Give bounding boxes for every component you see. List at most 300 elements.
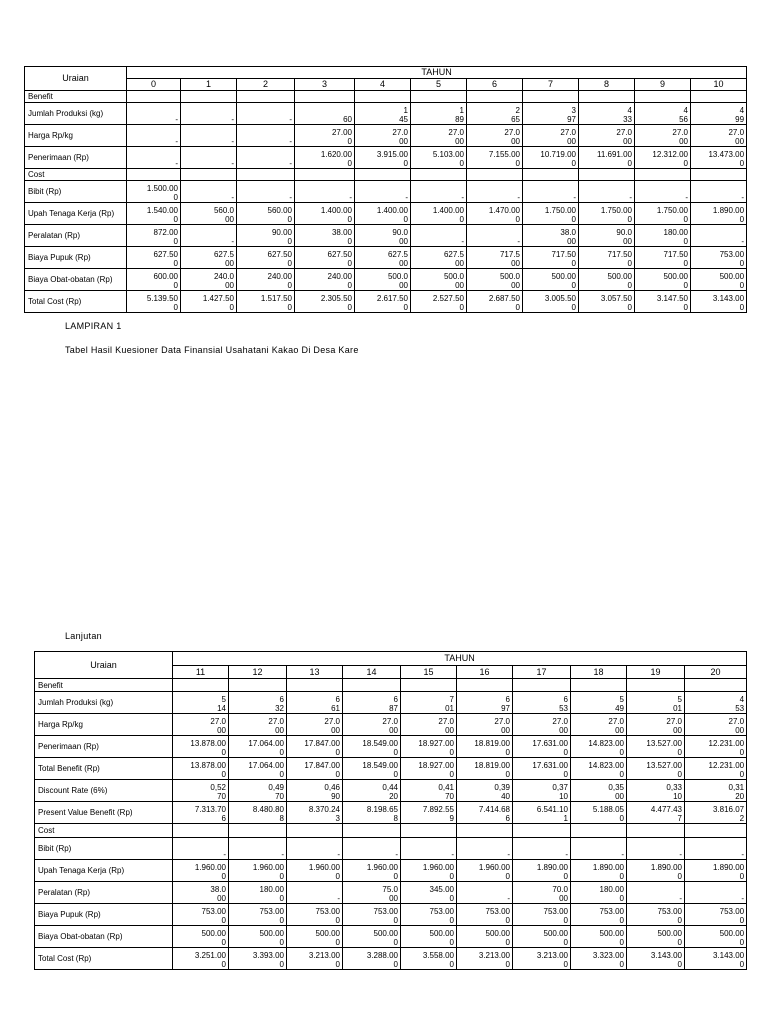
table-row	[35, 802, 747, 824]
table-cell: 27.0 00	[401, 714, 457, 736]
table-cell: 1.890.00 0	[627, 860, 685, 882]
table-cell: 753.00 0	[685, 904, 747, 926]
table-cell: 6 32	[229, 692, 287, 714]
row-label: Harga Rp/kg	[35, 714, 173, 736]
table-cell: 27.0 00	[685, 714, 747, 736]
table-cell: 12.231.00 0	[685, 758, 747, 780]
row-label: Penerimaan (Rp)	[25, 147, 127, 169]
cost-section-label: Cost	[35, 824, 173, 838]
table-cell: 500.00 0	[685, 926, 747, 948]
table-cell: -	[513, 838, 571, 860]
year-header: 11	[173, 666, 229, 679]
table-cell: 627.50 0	[237, 247, 295, 269]
table-cell: 1.750.00 0	[579, 203, 635, 225]
table-cell: 27.0 00	[173, 714, 229, 736]
table-cell: 240.00 0	[237, 269, 295, 291]
tahun-header: TAHUN	[127, 67, 747, 79]
table-cell: 90.00 0	[237, 225, 295, 247]
table-cell: 1.960.00 0	[287, 860, 343, 882]
table-cell: 717.50 0	[523, 247, 579, 269]
table-cell: 12.312.00 0	[635, 147, 691, 169]
table-cell: 13.878.00 0	[173, 736, 229, 758]
table-cell: 717.5 00	[467, 247, 523, 269]
table-cell: 500.00 0	[635, 269, 691, 291]
row-label: Harga Rp/kg	[25, 125, 127, 147]
table-cell: 500.00 0	[627, 926, 685, 948]
table-cell: 1.400.00 0	[295, 203, 355, 225]
table-cell: 753.00 0	[571, 904, 627, 926]
table-row	[35, 780, 747, 802]
table-cell: 7.414.68 6	[457, 802, 513, 824]
table-cell: 240.0 00	[181, 269, 237, 291]
table-cell: 60	[295, 103, 355, 125]
benefit-section-row	[35, 679, 747, 692]
table-cell: 6.541.10 1	[513, 802, 571, 824]
table-cell: -	[457, 882, 513, 904]
table-cell: 753.00 0	[229, 904, 287, 926]
row-label: Present Value Benefit (Rp)	[35, 802, 173, 824]
table-cell: -	[181, 147, 237, 169]
table-cell: 3.005.50 0	[523, 291, 579, 313]
year-header: 10	[691, 79, 747, 91]
table-cell: 3.816.07 2	[685, 802, 747, 824]
table-cell: 1 89	[411, 103, 467, 125]
row-label: Bibit (Rp)	[25, 181, 127, 203]
table-cell: 500.00 0	[457, 926, 513, 948]
table-cell: 0,37 10	[513, 780, 571, 802]
year-header: 13	[287, 666, 343, 679]
table-cell: 17.631.00 0	[513, 736, 571, 758]
table-cell: 0,31 20	[685, 780, 747, 802]
table-cell: 7.155.00 0	[467, 147, 523, 169]
table-cell: 18.819.00 0	[457, 736, 513, 758]
table-cell: 27.0 00	[627, 714, 685, 736]
row-label: Peralatan (Rp)	[35, 882, 173, 904]
table-cell: 0,39 40	[457, 780, 513, 802]
table-cell: 27.0 00	[355, 125, 411, 147]
table-cell: 500.00 0	[229, 926, 287, 948]
financial-table-years-11-20	[34, 651, 747, 970]
table-row	[35, 904, 747, 926]
table-cell: 1.750.00 0	[635, 203, 691, 225]
table-cell: 14.823.00 0	[571, 736, 627, 758]
table-cell: 627.50 0	[127, 247, 181, 269]
financial-table-years-0-10	[24, 66, 747, 313]
table-cell: 17.847.00 0	[287, 758, 343, 780]
benefit-section-row	[25, 91, 747, 103]
table-cell: 3.143.00 0	[691, 291, 747, 313]
year-header: 1	[181, 79, 237, 91]
table-cell: 3.558.00 0	[401, 948, 457, 970]
table-cell: 5 49	[571, 692, 627, 714]
table-cell: 4 33	[579, 103, 635, 125]
year-header: 12	[229, 666, 287, 679]
table-cell: 12.231.00 0	[685, 736, 747, 758]
table-cell: 17.631.00 0	[513, 758, 571, 780]
lanjutan-label: Lanjutan	[65, 631, 102, 641]
table-cell: 4 99	[691, 103, 747, 125]
table-cell: 1 45	[355, 103, 411, 125]
cost-section-label: Cost	[25, 169, 127, 181]
table-cell: 240.00 0	[295, 269, 355, 291]
table-cell: 180.00 0	[635, 225, 691, 247]
table-cell: 70.0 00	[513, 882, 571, 904]
table-cell: 27.0 00	[579, 125, 635, 147]
table-cell: 1.517.50 0	[237, 291, 295, 313]
table-cell: 1.427.50 0	[181, 291, 237, 313]
table-row	[35, 714, 747, 736]
table-cell: 753.00 0	[627, 904, 685, 926]
table-cell: 3 97	[523, 103, 579, 125]
table-cell: -	[627, 882, 685, 904]
table-cell: 38.0 00	[173, 882, 229, 904]
table-caption: Tabel Hasil Kuesioner Data Finansial Usahatani Kakao Di Desa Kare	[65, 345, 359, 355]
table-cell: 2 65	[467, 103, 523, 125]
table-row	[35, 736, 747, 758]
table-cell: 13.527.00 0	[627, 736, 685, 758]
year-header: 5	[411, 79, 467, 91]
table-cell: 3.057.50 0	[579, 291, 635, 313]
year-header: 14	[343, 666, 401, 679]
table-cell: 180.00 0	[571, 882, 627, 904]
table-cell: 345.00 0	[401, 882, 457, 904]
table-cell: 5.139.50 0	[127, 291, 181, 313]
table-cell: 3.213.00 0	[457, 948, 513, 970]
table-cell: 18.549.00 0	[343, 758, 401, 780]
table-cell: 500.00 0	[401, 926, 457, 948]
table-cell: -	[127, 103, 181, 125]
table2-body	[35, 652, 747, 970]
table-cell: -	[181, 103, 237, 125]
table-cell: 6 53	[513, 692, 571, 714]
table-cell: 2.527.50 0	[411, 291, 467, 313]
row-label: Total Cost (Rp)	[35, 948, 173, 970]
table-cell: 0,44 20	[343, 780, 401, 802]
row-label: Penerimaan (Rp)	[35, 736, 173, 758]
table-cell: 627.5 00	[355, 247, 411, 269]
total-row	[25, 291, 747, 313]
table-cell: 27.0 00	[523, 125, 579, 147]
table-cell: 3.323.00 0	[571, 948, 627, 970]
table-cell: 1.540.00 0	[127, 203, 181, 225]
table-cell: 627.5 00	[181, 247, 237, 269]
table-cell: 500.00 0	[571, 926, 627, 948]
table-cell: -	[237, 147, 295, 169]
uraian-header: Uraian	[35, 652, 173, 679]
table-cell: 6 61	[287, 692, 343, 714]
table-cell: 5.188.05 0	[571, 802, 627, 824]
table-cell: 627.5 00	[411, 247, 467, 269]
table-cell: -	[411, 225, 467, 247]
table-cell: 27.00 0	[295, 125, 355, 147]
table-cell: 2.687.50 0	[467, 291, 523, 313]
table-cell: 500.00 0	[173, 926, 229, 948]
table-row	[25, 103, 747, 125]
tahun-header: TAHUN	[173, 652, 747, 666]
table-cell: 1.890.00 0	[571, 860, 627, 882]
lampiran-label: LAMPIRAN 1	[65, 321, 122, 331]
table-cell: 13.878.00 0	[173, 758, 229, 780]
table-row	[25, 181, 747, 203]
table-row	[35, 860, 747, 882]
year-header: 0	[127, 79, 181, 91]
table-cell: 1.960.00 0	[229, 860, 287, 882]
table-cell: 0,52 70	[173, 780, 229, 802]
table-cell: 8.198.65 8	[343, 802, 401, 824]
table-cell: 753.00 0	[457, 904, 513, 926]
table-cell: -	[401, 838, 457, 860]
table-cell: 5 14	[173, 692, 229, 714]
table-cell: 18.549.00 0	[343, 736, 401, 758]
table-cell: 1.890.00 0	[691, 203, 747, 225]
row-label: Total Benefit (Rp)	[35, 758, 173, 780]
table-cell: 0,49 70	[229, 780, 287, 802]
year-header: 20	[685, 666, 747, 679]
table-cell: 753.00 0	[287, 904, 343, 926]
table-cell: 3.147.50 0	[635, 291, 691, 313]
table-cell: 500.0 00	[467, 269, 523, 291]
table-cell: 27.0 00	[343, 714, 401, 736]
table-cell: 1.960.00 0	[173, 860, 229, 882]
table-cell: 500.00 0	[513, 926, 571, 948]
table-cell: 38.0 00	[523, 225, 579, 247]
table-row	[35, 838, 747, 860]
table-cell: -	[627, 838, 685, 860]
table-cell: 38.00 0	[295, 225, 355, 247]
table-cell: 0,33 10	[627, 780, 685, 802]
table-cell: -	[229, 838, 287, 860]
table-cell: 753.00 0	[401, 904, 457, 926]
table-cell: -	[685, 882, 747, 904]
table-row	[25, 125, 747, 147]
row-label: Total Cost (Rp)	[25, 291, 127, 313]
year-header: 18	[571, 666, 627, 679]
table-cell: 13.473.00 0	[691, 147, 747, 169]
table-row	[25, 225, 747, 247]
year-header: 16	[457, 666, 513, 679]
table-cell: 27.0 00	[287, 714, 343, 736]
header-row	[25, 67, 747, 79]
table-cell: 500.00 0	[523, 269, 579, 291]
uraian-header: Uraian	[25, 67, 127, 91]
table-cell: 0,46 90	[287, 780, 343, 802]
table-cell: 27.0 00	[457, 714, 513, 736]
table-cell: -	[173, 838, 229, 860]
table-cell: 18.927.00 0	[401, 736, 457, 758]
table-cell: 5.103.00 0	[411, 147, 467, 169]
table-row	[35, 882, 747, 904]
table-cell: 3.288.00 0	[343, 948, 401, 970]
table-cell: 11.691.00 0	[579, 147, 635, 169]
table-cell: 1.890.00 0	[685, 860, 747, 882]
table-cell: 75.0 00	[343, 882, 401, 904]
table-cell: 17.847.00 0	[287, 736, 343, 758]
year-header: 9	[635, 79, 691, 91]
cost-section-row	[35, 824, 747, 838]
table-cell: 3.213.00 0	[513, 948, 571, 970]
table-cell: 27.0 00	[513, 714, 571, 736]
table-cell: 5 01	[627, 692, 685, 714]
table-cell: 1.500.00 0	[127, 181, 181, 203]
table-row	[35, 758, 747, 780]
table-cell: 4 56	[635, 103, 691, 125]
table-cell: -	[287, 882, 343, 904]
table-cell: 1.960.00 0	[401, 860, 457, 882]
table-row	[25, 147, 747, 169]
table-cell: -	[237, 103, 295, 125]
table-cell: 18.927.00 0	[401, 758, 457, 780]
table-cell: -	[181, 181, 237, 203]
year-header: 19	[627, 666, 685, 679]
table-cell: 3.143.00 0	[685, 948, 747, 970]
table-cell: 500.00 0	[691, 269, 747, 291]
table-cell: 0,41 70	[401, 780, 457, 802]
benefit-section-label: Benefit	[35, 679, 173, 692]
table-cell: 500.0 00	[355, 269, 411, 291]
table-cell: 27.0 00	[229, 714, 287, 736]
table-cell: 27.0 00	[411, 125, 467, 147]
table-cell: 8.480.80 8	[229, 802, 287, 824]
table-cell: 4.477.43 7	[627, 802, 685, 824]
table1-body	[25, 67, 747, 313]
table-cell: 627.50 0	[295, 247, 355, 269]
table-cell: -	[127, 147, 181, 169]
benefit-section-label: Benefit	[25, 91, 127, 103]
row-label: Biaya Pupuk (Rp)	[35, 904, 173, 926]
table-cell: -	[691, 225, 747, 247]
year-header: 3	[295, 79, 355, 91]
table-cell: 8.370.24 3	[287, 802, 343, 824]
table-cell: 500.00 0	[579, 269, 635, 291]
year-header: 17	[513, 666, 571, 679]
table-cell: 27.0 00	[635, 125, 691, 147]
table-cell: 2.617.50 0	[355, 291, 411, 313]
table-row	[25, 269, 747, 291]
table-cell: 27.0 00	[691, 125, 747, 147]
table-cell: -	[691, 181, 747, 203]
table-cell: 1.620.00 0	[295, 147, 355, 169]
table-cell: 7.892.55 9	[401, 802, 457, 824]
table-cell: 0,35 00	[571, 780, 627, 802]
total-row	[35, 948, 747, 970]
row-label: Jumlah Produksi (kg)	[35, 692, 173, 714]
table-cell: 500.0 00	[411, 269, 467, 291]
table-cell: 7.313.70 6	[173, 802, 229, 824]
table-cell: 3.251.00 0	[173, 948, 229, 970]
row-label: Biaya Obat-obatan (Rp)	[25, 269, 127, 291]
table-cell: 753.00 0	[513, 904, 571, 926]
table-cell: -	[467, 181, 523, 203]
table-cell: 500.00 0	[287, 926, 343, 948]
table-row	[25, 203, 747, 225]
table-cell: 1.400.00 0	[355, 203, 411, 225]
table-row	[35, 692, 747, 714]
header-row	[35, 652, 747, 666]
table-cell: -	[571, 838, 627, 860]
year-header: 4	[355, 79, 411, 91]
table-cell: -	[295, 181, 355, 203]
table-cell: 717.50 0	[579, 247, 635, 269]
table-cell: -	[287, 838, 343, 860]
table-cell: 1.960.00 0	[343, 860, 401, 882]
table-cell: 500.00 0	[343, 926, 401, 948]
table-cell: -	[457, 838, 513, 860]
table-cell: 3.915.00 0	[355, 147, 411, 169]
table-cell: -	[355, 181, 411, 203]
table-cell: -	[523, 181, 579, 203]
table-cell: 753.00 0	[691, 247, 747, 269]
table-cell: -	[467, 225, 523, 247]
row-label: Discount Rate (6%)	[35, 780, 173, 802]
table-cell: 7 01	[401, 692, 457, 714]
table-cell: 90.0 00	[355, 225, 411, 247]
year-header: 8	[579, 79, 635, 91]
table-cell: 27.0 00	[571, 714, 627, 736]
row-label: Peralatan (Rp)	[25, 225, 127, 247]
table-cell: 1.400.00 0	[411, 203, 467, 225]
row-label: Upah Tenaga Kerja (Rp)	[35, 860, 173, 882]
table-cell: 1.470.00 0	[467, 203, 523, 225]
table-cell: 17.064.00 0	[229, 758, 287, 780]
table-cell: 560.00 0	[237, 203, 295, 225]
row-label: Upah Tenaga Kerja (Rp)	[25, 203, 127, 225]
table-cell: 17.064.00 0	[229, 736, 287, 758]
table-cell: -	[181, 225, 237, 247]
year-header: 7	[523, 79, 579, 91]
row-label: Biaya Pupuk (Rp)	[25, 247, 127, 269]
table-cell: 1.890.00 0	[513, 860, 571, 882]
table-cell: 180.00 0	[229, 882, 287, 904]
year-header: 6	[467, 79, 523, 91]
year-header: 15	[401, 666, 457, 679]
table-cell: 753.00 0	[343, 904, 401, 926]
table-cell: 14.823.00 0	[571, 758, 627, 780]
table-cell: 560.0 00	[181, 203, 237, 225]
table-cell: -	[635, 181, 691, 203]
table-cell: 1.960.00 0	[457, 860, 513, 882]
table-cell: 90.0 00	[579, 225, 635, 247]
table-cell: -	[343, 838, 401, 860]
table-cell: 717.50 0	[635, 247, 691, 269]
table-cell: 1.750.00 0	[523, 203, 579, 225]
table-cell: 4 53	[685, 692, 747, 714]
table-cell: 2.305.50 0	[295, 291, 355, 313]
table-cell: -	[685, 838, 747, 860]
row-label: Bibit (Rp)	[35, 838, 173, 860]
table-cell: -	[237, 125, 295, 147]
cost-section-row	[25, 169, 747, 181]
table-cell: -	[411, 181, 467, 203]
table-cell: 6 87	[343, 692, 401, 714]
years-row	[25, 79, 747, 91]
table-cell: 872.00 0	[127, 225, 181, 247]
table-cell: 27.0 00	[467, 125, 523, 147]
table-row	[35, 926, 747, 948]
table-cell: -	[181, 125, 237, 147]
table-cell: 3.393.00 0	[229, 948, 287, 970]
table-cell: 753.00 0	[173, 904, 229, 926]
table-cell: 10.719.00 0	[523, 147, 579, 169]
table-cell: -	[237, 181, 295, 203]
table-cell: -	[579, 181, 635, 203]
row-label: Biaya Obat-obatan (Rp)	[35, 926, 173, 948]
table-cell: 3.213.00 0	[287, 948, 343, 970]
table-row	[25, 247, 747, 269]
table-cell: 6 97	[457, 692, 513, 714]
table-cell: 3.143.00 0	[627, 948, 685, 970]
year-header: 2	[237, 79, 295, 91]
table-cell: 13.527.00 0	[627, 758, 685, 780]
